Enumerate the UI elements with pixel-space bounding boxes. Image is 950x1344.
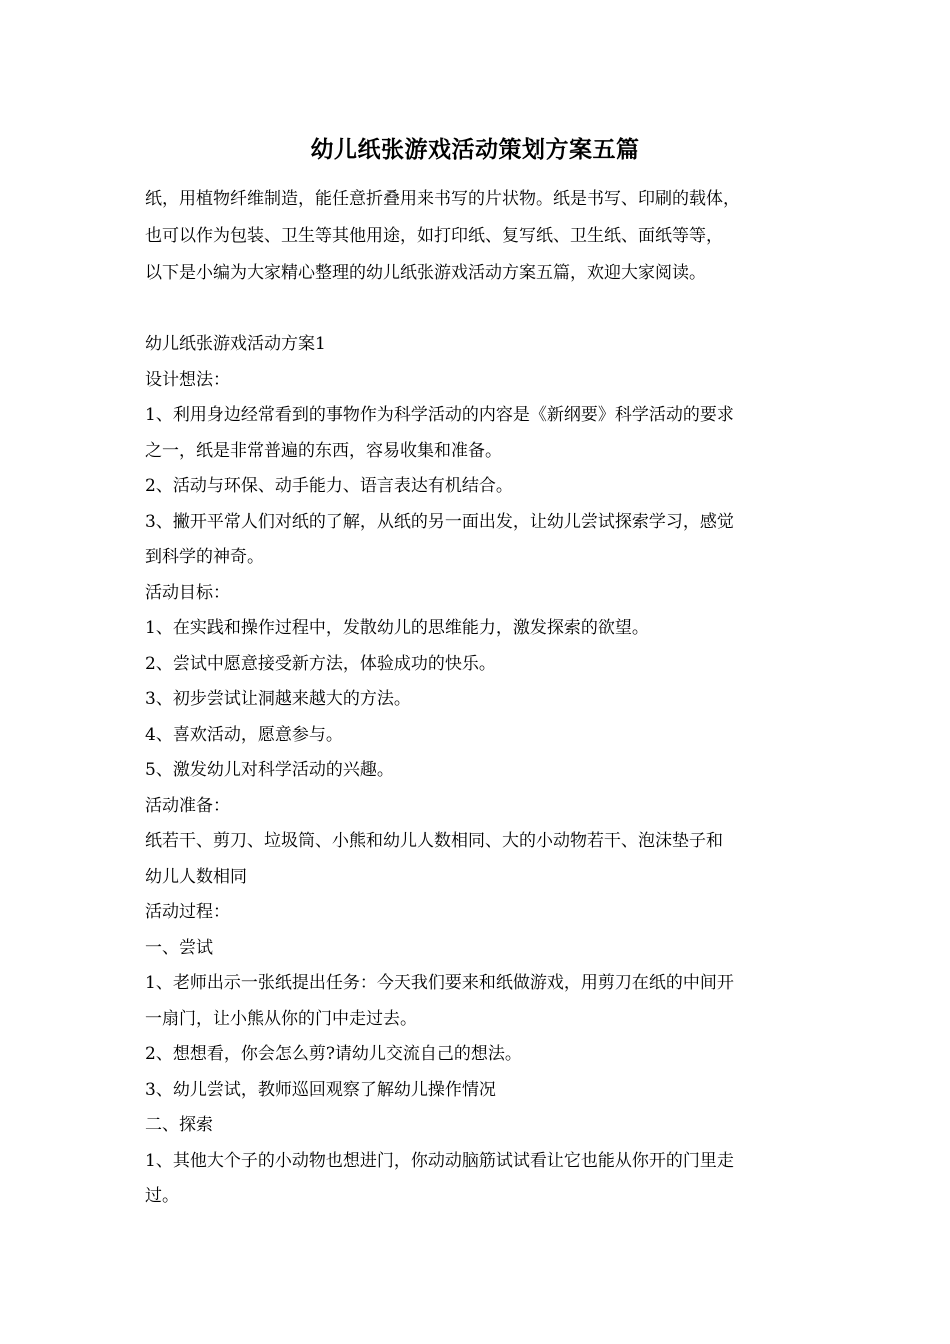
- subheading: 活动准备：: [145, 795, 230, 816]
- text-line: 3、幼儿尝试，教师巡回观察了解幼儿操作情况: [145, 1079, 496, 1100]
- document-title: 幼儿纸张游戏活动策划方案五篇: [310, 136, 640, 163]
- text-line: 1、在实践和操作过程中，发散幼儿的思维能力，激发探索的欲望。: [145, 618, 649, 638]
- subheading: 活动目标：: [145, 582, 230, 603]
- text-line: 2、想想看，你会怎么剪?请幼儿交流自己的想法。: [145, 1044, 522, 1064]
- text-line: 1、其他大个子的小动物也想进门，你动动脑筋试试看让它也能从你开的门里走: [145, 1150, 734, 1171]
- text-line: 二、探索: [145, 1115, 213, 1135]
- text-line: 1、老师出示一张纸提出任务：今天我们要来和纸做游戏，用剪刀在纸的中间开: [145, 973, 734, 993]
- plan-body: [145, 327, 813, 1215]
- text-line: 2、活动与环保、动手能力、语言表达有机结合。: [145, 476, 513, 496]
- text-line: 幼儿人数相同: [145, 866, 247, 887]
- text-line: 一扇门，让小熊从你的门中走过去。: [145, 1008, 417, 1029]
- text-line: 到科学的神奇。: [145, 547, 264, 567]
- section-heading: 幼儿纸张游戏活动方案1: [145, 334, 326, 354]
- text-line: 3、初步尝试让洞越来越大的方法。: [145, 689, 411, 709]
- intro-line: 也可以作为包装、卫生等其他用途，如打印纸、复写纸、卫生纸、面纸等等，: [145, 226, 723, 246]
- text-line: 之一，纸是非常普遍的东西，容易收集和准备。: [145, 440, 502, 461]
- text-line: 一、尝试: [145, 937, 213, 958]
- text-line: 3、撇开平常人们对纸的了解，从纸的另一面出发，让幼儿尝试探索学习，感觉: [145, 511, 734, 532]
- text-line: 5、激发幼儿对科学活动的兴趣。: [145, 760, 394, 780]
- text-line: 1、利用身边经常看到的事物作为科学活动的内容是《新纲要》科学活动的要求: [145, 405, 734, 425]
- text-line: 2、尝试中愿意接受新方法，体验成功的快乐。: [145, 653, 496, 674]
- intro-paragraph: [145, 181, 825, 292]
- intro-line: 以下是小编为大家精心整理的幼儿纸张游戏活动方案五篇，欢迎大家阅读。: [145, 263, 706, 283]
- subheading: 设计想法：: [145, 369, 230, 390]
- text-line: 过。: [145, 1186, 179, 1206]
- subheading: 活动过程：: [145, 902, 230, 922]
- text-line: 4、喜欢活动，愿意参与。: [145, 724, 343, 745]
- text-line: 纸若干、剪刀、垃圾筒、小熊和幼儿人数相同、大的小动物若干、泡沫垫子和: [145, 831, 723, 851]
- intro-line: 纸，用植物纤维制造，能任意折叠用来书写的片状物。纸是书写、印刷的载体，: [145, 189, 740, 209]
